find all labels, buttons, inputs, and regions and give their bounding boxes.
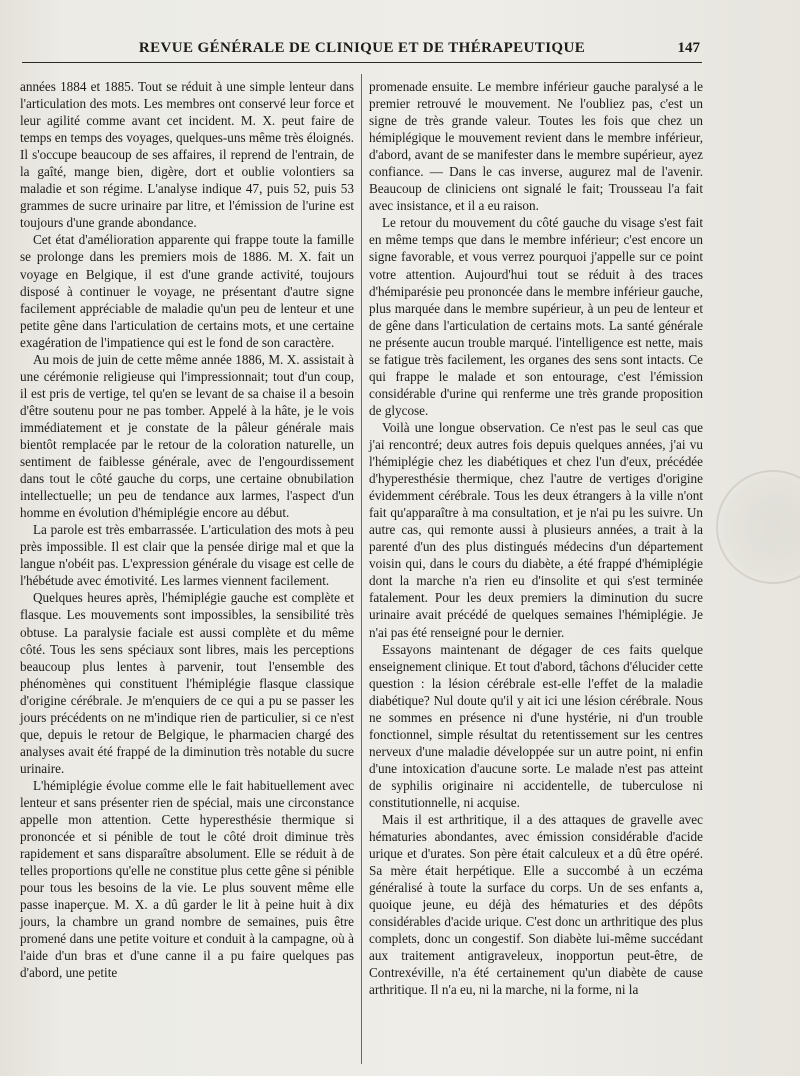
paragraph: La parole est très embarrassée. L'articulation des mots à peu près impossible. Il est clair que la pensée dirige mal et que la langue n'obéit pas. L'expression générale du visage est celle de l'hébétude avec émotivité. Les larmes viennent facilement. [20, 522, 354, 589]
paragraph: Mais il est arthritique, il a des attaques de gravelle avec hématuries abondantes, avec émission considérable d'acide urique et d'urates. Son père était calculeux et a dû être opéré. Sa mère était herpétique. Elle a succombé à un eczéma généralisé à toute la surface du corps. Un de ses enfants a, quoique jeune, eu déjà des hématuries et des dépôts considérables d'acide urique. C'est donc un arthritique des plus complets, donc un congestif. Son diabète lui-même succédant aux traitement antigraveleux, inopportun peut-être, de Contrexéville, n'a été certainement qu'un diabète de cause arthritique. Il n'a eu, ni la marche, ni la forme, ni la [369, 812, 703, 998]
paragraph: Cet état d'amélioration apparente qui frappe toute la famille se prolonge dans les premiers mois de 1886. M. X. fait un voyage en Belgique, il est d'une grande activité, toujours disposé à continuer le voyage, ne présentant d'autre signe facilement appréciable de maladie qu'un peu de lenteur et une petite gêne dans l'articulation de certains mots, et une certaine exagération de l'impatience qui est le fond de son caractère. [20, 232, 354, 350]
paragraph: Essayons maintenant de dégager de ces faits quelque enseignement clinique. Et tout d'abord, tâchons d'élucider cette question : la lésion cérébrale est-elle l'effet de la maladie diabétique? Nul doute qu'il y ait ici une lésion cérébrale. Nous ne sommes en présence ni d'une hystérie, ni d'un trouble fonctionnel, simple résultat du retentissement sur les centres nerveux d'une maladie développée sur un autre point, ni enfin d'une intoxication d'aucune sorte. Le malade n'est pas atteint de syphilis originaire ni accidentelle, de tuberculose ni constitutionnelle, ni acquise. [369, 641, 703, 810]
page-number: 147 [677, 40, 700, 56]
library-stamp [716, 470, 800, 584]
column-divider [361, 74, 362, 1064]
paragraph: années 1884 et 1885. Tout se réduit à une simple lenteur dans l'articulation des mots. Les membres ont conservé leur force et leur agilité comme avant cet incident. M. X. peut faire de temps en temps des voyages, quelques-uns même très éloignés. Il s'occupe beaucoup de ses affaires, il reprend de l'entrain, de la gaîté, mange bien, digère, dort et oublie volontiers sa maladie et son régime. L'analyse indique 47, puis 52, puis 53 grammes de sucre urinaire par litre, et l'émission de l'urine est toujours d'une grande abondance. [20, 79, 355, 231]
page-header [22, 36, 702, 63]
running-title: REVUE GÉNÉRALE DE CLINIQUE ET DE THÉRAPEUTIQUE [138, 40, 586, 56]
paragraph: Le retour du mouvement du côté gauche du visage s'est fait en même temps que dans le membre inférieur; c'est encore un signe favorable, et vous verrez pourquoi j'appelle sur ce point votre attention. Aujourd'hui tout se réduit à des traces d'hémiparésie peu prononcée dans le membre inférieur gauche, plus marquée dans le membre supérieur, à un peu de lenteur et de gêne dans l'articulation de certains mots. La santé générale ne présente aucun trouble marqué. l'intelligence est nette, mais se fatigue très facilement, les organes des sens sont intacts. Ce qui frappe le malade et son entourage, c'est l'émission considérable d'urine qui renferme une très grande proposition de glycose. [369, 215, 703, 418]
paragraph: Quelques heures après, l'hémiplégie gauche est complète et flasque. Les mouvements sont impossibles, la sensibilité très obtuse. La paralysie faciale est aussi complète et du même côté. Tous les sens spéciaux sont libres, mais les perceptions beaucoup plus lentes à parvenir, tout l'ensemble des phénomènes qui constituent l'hémiplégie flasque classique d'origine cérébrale. Je m'enquiers de ce qui a pu se passer les jours précédents on ne m'indique rien de particulier, si ce n'est que, depuis le retour de Belgique, le pharmacien chargé des analyses avait été frappé de la diminution très notable du sucre urinaire. [20, 590, 354, 776]
paragraph: promenade ensuite. Le membre inférieur gauche paralysé a le premier retrouvé le mouvement. Ne l'oubliez pas, c'est un signe de très grande valeur. Toutes les fois que chez un hémiplégique le mouvement revient dans le membre inférieur, d'abord, avant de se manifester dans le membre supérieur, ayez confiance. — Dans le cas inverse, augurez mal de l'avenir. Beaucoup de cliniciens ont signalé le fait; Trousseau l'a fait avec insistance, et il a eu raison. [369, 79, 703, 214]
left-column [20, 78, 354, 1068]
paragraph: Au mois de juin de cette même année 1886, M. X. assistait à une cérémonie religieuse qui l'impressionnait; tout d'un coup, il est pris de vertige, tel qu'en se levant de sa chaise il a besoin d'être soutenu pour ne pas tomber. Appelé à la hâte, je le vois immédiatement et je constate de la pâleur générale mais bientôt remplacée par le retour de la coloration naturelle, un sentiment de faiblesse générale, avec de l'engourdissement dans tout le côté gauche du corps, une certaine obnubilation intellectuelle; un peu de tendance aux larmes, l'aspect d'un homme en évolution d'hémiplégie encore au début. [20, 351, 354, 521]
paragraph: L'hémiplégie évolue comme elle le fait habituellement avec lenteur et sans présenter rien de spécial, mais une circonstance appelle mon attention. Cette hyperesthésie thermique si prononcée et si pénible de tout le côté droit diminue très rapidement et sans disparaître absolument. Elle se réduit à de telles proportions qu'elle ne constitue plus cette gêne si pénible pour tous les besoins de la vie. Le plus souvent même elle passe inaperçue. M. X. a dû garder le lit à peine huit à dix jours, la chambre un grand nombre de semaines, puis être promené dans une petite voiture et conduit à la campagne, où à l'aide d'un bras et d'une canne il a pu faire quelques pas d'abord, une petite [20, 777, 354, 981]
right-column [369, 78, 703, 1068]
paragraph: Voilà une longue observation. Ce n'est pas le seul cas que j'ai rencontré; deux autres fois depuis quelques années, j'ai vu l'hémiplégie chez les diabétiques et chez l'un d'eux, précédée d'hyperesthésie thermique, chez l'autre de vertiges d'origine évidemment cérébrale. Tous les deux étrangers à la ville n'ont fait qu'apparaître à ma consultation, et je n'ai pu les suivre. Un autre cas, qui remonte aussi à plusieurs années, a trait à la parenté d'un des plus distingués médecins d'un département voisin qui, dans le cours du diabète, a été frappé d'hémiplégie dont la marche n'a rien eu d'insolite et qui s'est terminée fatalement. Pour les deux premiers la diminution du sucre urinaire avait précédé de quelques semaines l'hémiplégie. Je n'ai pas été renseigné pour le dernier. [369, 419, 703, 640]
